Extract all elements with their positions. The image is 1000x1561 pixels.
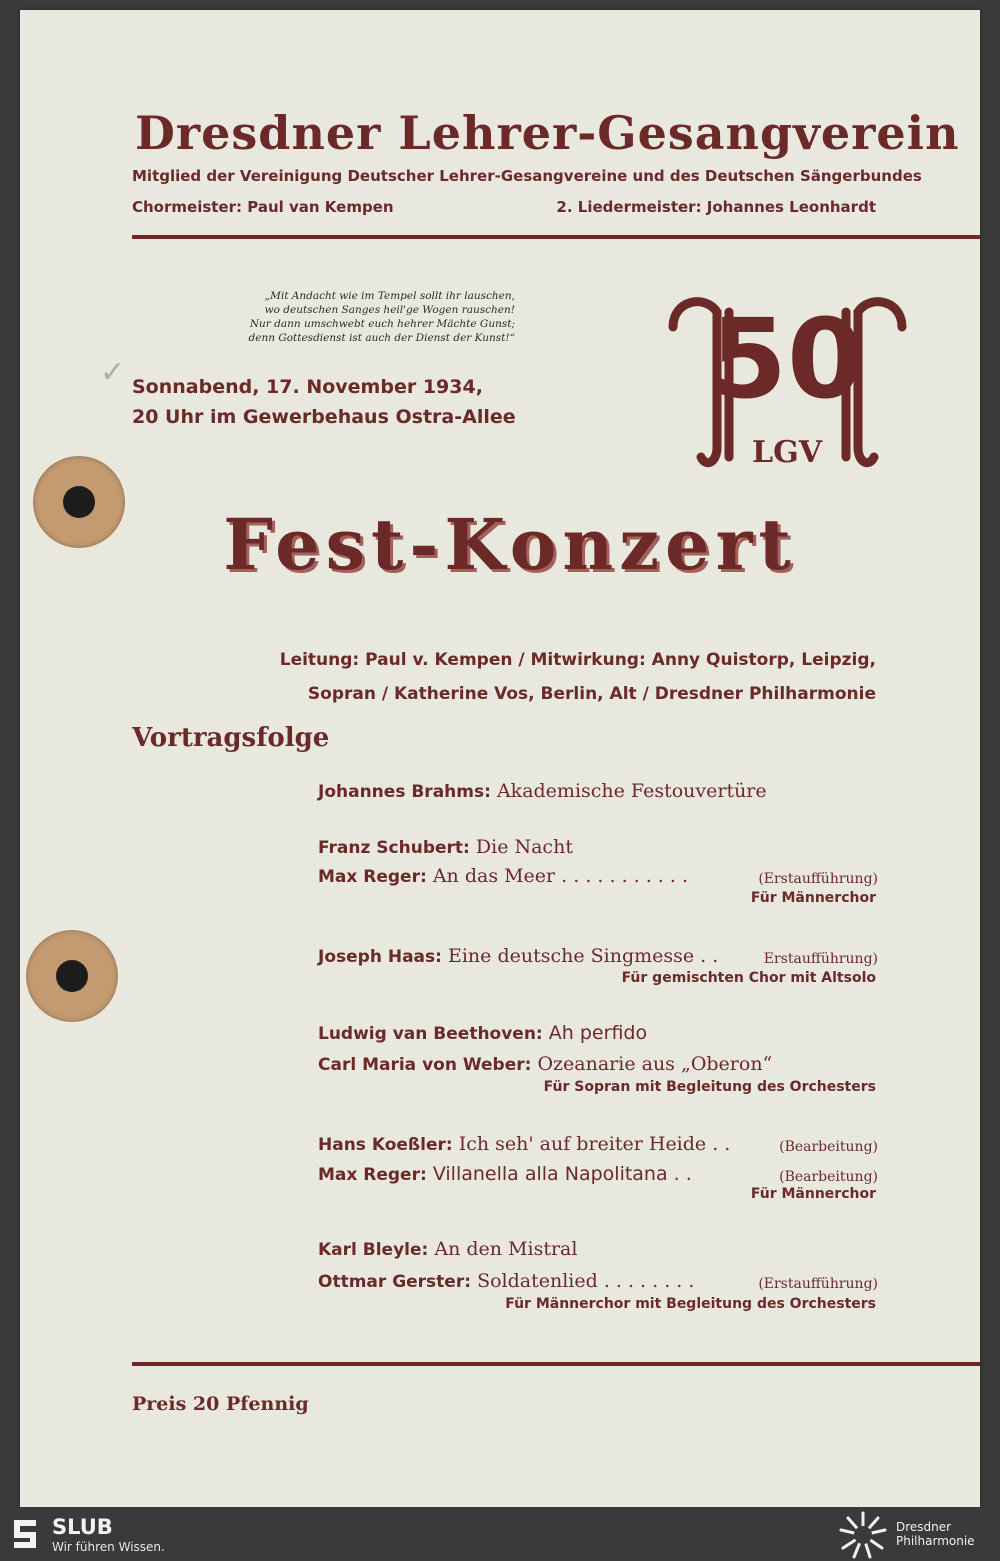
composer: Ludwig van Beethoven: bbox=[318, 1024, 543, 1044]
program-entry bbox=[318, 1133, 878, 1155]
emblem-monogram: LGV bbox=[752, 435, 822, 470]
society-title: Dresdner Lehrer-Gesangverein bbox=[135, 106, 960, 160]
composer: Max Reger: bbox=[318, 867, 427, 887]
work: An das Meer . . . . . . . . . . . bbox=[432, 865, 689, 887]
program-entry bbox=[318, 945, 878, 967]
emblem-number: 50 bbox=[710, 295, 864, 423]
chormeister-credit: Chormeister: Paul van Kempen bbox=[132, 198, 394, 216]
pencil-check-mark: ✓ bbox=[100, 355, 126, 390]
price: Preis 20 Pfennig bbox=[132, 1393, 309, 1415]
motto-line: wo deutschen Sanges heil'ge Wogen rauschen! bbox=[264, 304, 515, 316]
slub-name: SLUB bbox=[52, 1515, 113, 1539]
punch-hole-reinforcement bbox=[33, 456, 125, 548]
footer-rule bbox=[132, 1362, 980, 1366]
motto-line: „Mit Andacht wie im Tempel sollt ihr lauschen, bbox=[264, 290, 515, 302]
program-entry bbox=[318, 1238, 878, 1260]
philharmonie-name bbox=[896, 1520, 975, 1548]
composer: Franz Schubert: bbox=[318, 838, 470, 858]
motto-line: Nur dann umschwebt euch hehrer Mächte Gunst; bbox=[249, 318, 515, 330]
voicing-note: Für gemischten Chor mit Altsolo bbox=[621, 970, 876, 986]
performance-note: Erstaufführung) bbox=[763, 951, 878, 967]
philharmonie-name-line: Philharmonie bbox=[896, 1534, 975, 1548]
composer: Karl Bleyle: bbox=[318, 1240, 429, 1260]
philharmonie-logo-icon bbox=[838, 1510, 888, 1560]
composer: Johannes Brahms: bbox=[318, 782, 491, 802]
work: Villanella alla Napolitana . . bbox=[432, 1163, 692, 1185]
program-entry bbox=[318, 1270, 878, 1292]
work: Akademische Festouvertüre bbox=[496, 780, 767, 802]
work: Die Nacht bbox=[475, 836, 573, 858]
work: Ah perfido bbox=[548, 1022, 648, 1044]
credits-line: Sopran / Katherine Vos, Berlin, Alt / Dresdner Philharmonie bbox=[307, 684, 876, 704]
composer: Carl Maria von Weber: bbox=[318, 1055, 532, 1075]
program-entry bbox=[318, 1053, 878, 1075]
program-heading: Vortragsfolge bbox=[132, 723, 330, 753]
voicing-note: Für Männerchor mit Begleitung des Orchesters bbox=[505, 1296, 876, 1312]
performance-note: (Erstaufführung) bbox=[758, 871, 878, 887]
punch-hole-reinforcement bbox=[26, 930, 118, 1022]
performance-note: (Erstaufführung) bbox=[758, 1276, 878, 1292]
voicing-note: Für Sopran mit Begleitung des Orchesters bbox=[543, 1079, 876, 1095]
program-entry bbox=[318, 836, 878, 858]
composer: Max Reger: bbox=[318, 1165, 427, 1185]
event-date-venue bbox=[132, 372, 516, 432]
viewer-footer bbox=[0, 1507, 1000, 1561]
slub-tagline: Wir führen Wissen. bbox=[52, 1540, 165, 1554]
performance-note: (Bearbeitung) bbox=[779, 1169, 878, 1185]
society-subtitle: Mitglied der Vereinigung Deutscher Lehrer-Gesangvereine und des Deutschen Sängerbundes bbox=[132, 167, 922, 185]
program-entry bbox=[318, 1022, 878, 1044]
program-sheet bbox=[20, 10, 980, 1507]
work: Eine deutsche Singmesse . . bbox=[447, 945, 719, 967]
philharmonie-name-line: Dresdner bbox=[896, 1520, 952, 1534]
composer: Joseph Haas: bbox=[318, 947, 442, 967]
composer: Hans Koeßler: bbox=[318, 1135, 453, 1155]
work: Soldatenlied . . . . . . . . bbox=[477, 1270, 695, 1292]
event-venue: 20 Uhr im Gewerbehaus Ostra-Allee bbox=[132, 406, 516, 428]
voicing-note: Für Männerchor bbox=[750, 1186, 876, 1202]
credits-line: Leitung: Paul v. Kempen / Mitwirkung: Anny Quistorp, Leipzig, bbox=[279, 650, 876, 670]
credits bbox=[280, 643, 876, 711]
program-entry bbox=[318, 1163, 878, 1185]
voicing-note: Für Männerchor bbox=[750, 890, 876, 906]
motto-verse bbox=[195, 289, 515, 345]
motto-line: denn Gottesdienst ist auch der Dienst der Kunst!“ bbox=[248, 332, 515, 344]
liedermeister-credit: 2. Liedermeister: Johannes Leonhardt bbox=[556, 198, 876, 216]
work: Ozeanarie aus „Oberon“ bbox=[537, 1053, 773, 1075]
composer: Ottmar Gerster: bbox=[318, 1272, 472, 1292]
program-entry bbox=[318, 865, 878, 887]
anniversary-emblem bbox=[665, 272, 910, 482]
work: An den Mistral bbox=[434, 1238, 578, 1260]
concert-title: Fest-Konzert bbox=[223, 503, 797, 586]
slub-logo-icon bbox=[12, 1518, 38, 1550]
program-entry bbox=[318, 780, 878, 802]
event-date: Sonnabend, 17. November 1934, bbox=[132, 376, 483, 398]
header-rule bbox=[132, 235, 980, 239]
work: Ich seh' auf breiter Heide . . bbox=[458, 1133, 731, 1155]
performance-note: (Bearbeitung) bbox=[779, 1139, 878, 1155]
